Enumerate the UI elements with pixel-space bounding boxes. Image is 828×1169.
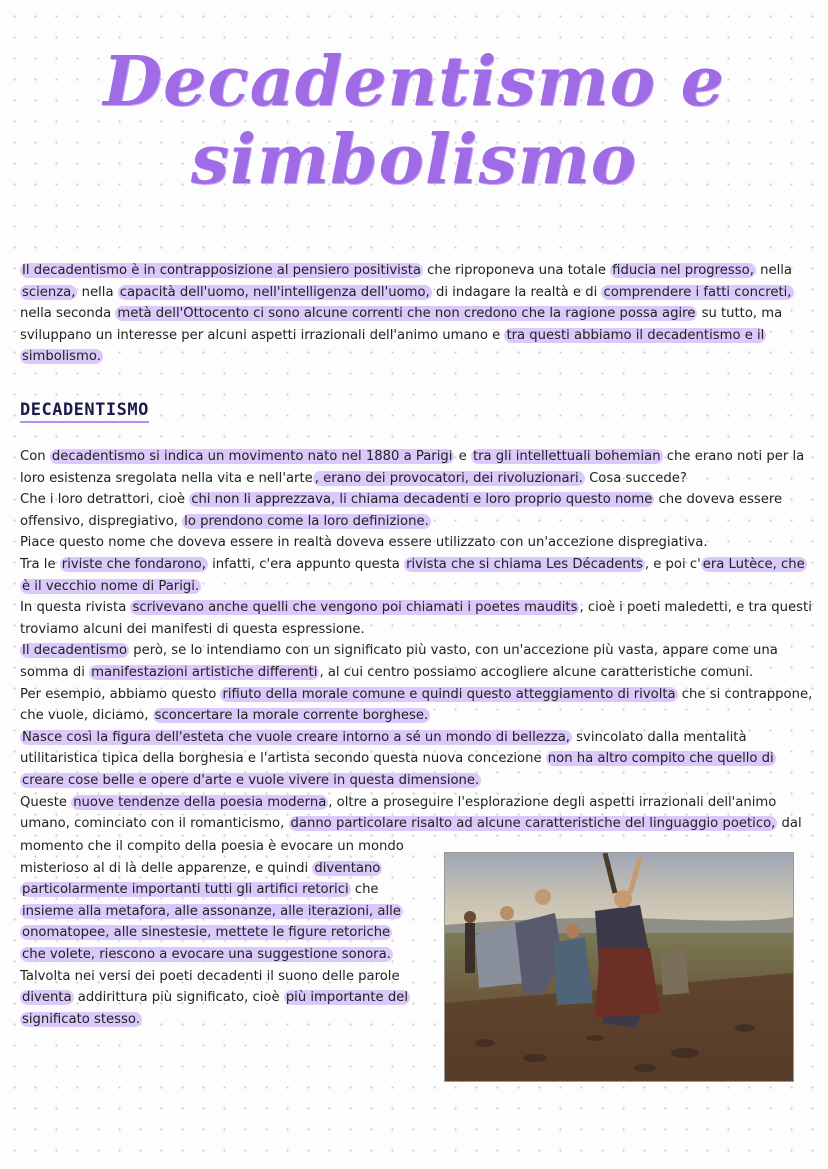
paragraph-rhetoric: momento che il compito della poesia è evocare un mondo misterioso al di là delle apparenze, e quindi diventano particolarmente importanti tutti gli artifici retorici che insieme alla metafora, alle assonanze, alle iterazioni, alle onomatopee, alle sinestesie, mettete le figure retoriche che volete, riescono a evocare una suggestione sonora.	[20, 839, 404, 962]
paragraph-maudits: In questa rivista scrivevano anche quelli che vengono poi chiamati i poetes maudits , cioè i poeti maledetti, e tra questi troviamo alcuni dei manifesti di questa espressione.	[20, 600, 812, 637]
decadentismo-body	[20, 446, 814, 835]
page-title-line-2: simbolismo	[190, 120, 638, 200]
paragraph-detractors: Che i loro detrattori, cioè chi non li apprezzava, li chiama decadenti e loro proprio questo nome che doveva essere offensivo, dispregiativo, lo prendono come la loro definizione.	[20, 492, 783, 529]
left-column-text	[20, 836, 416, 1030]
page-title-line-1: Decadentismo e	[103, 42, 725, 122]
paragraph-aesthete: Nasce così la figura dell'esteta che vuole creare intorno a sé un mondo di bellezza, svincolato dalla mentalità utilitaristica tipica della borghesia e l'artista secondo questa nuova concezione non ha altro compito che quello di creare cose belle e opere d'arte e vuole vivere in questa dimensione.	[20, 729, 774, 788]
paragraph-rejection: Per esempio, abbiamo questo rifiuto della morale comune e quindi questo atteggiamento di rivolta che si contrappone, che vuole, diciamo, sconcertare la morale corrente borghese.	[20, 686, 813, 724]
paragraph-name: Piace questo nome che doveva essere in realtà doveva essere utilizzato con un'accezione dispregiativa.	[20, 535, 708, 551]
paragraph-meaning: Il decadentismo però, se lo intendiamo con un significato più vasto, con un'accezione più vasta, appare come una somma di manifestazioni artistiche differenti , al cui centro possiamo accogliere alcune caratteristiche comuni.	[20, 643, 778, 680]
section-heading: DECADENTISMO	[20, 400, 149, 423]
painting-image	[444, 852, 794, 1082]
paragraph-tendencies: Queste nuove tendenze della poesia moderna , oltre a proseguire l'esplorazione degli aspetti irrazionali dell'animo umano, cominciato con il romanticismo, danno particolare risalto ad alcune caratteristiche del linguaggio poetico, dal	[20, 794, 802, 832]
painting-peasants-field	[445, 853, 793, 1081]
paragraph-sound: Talvolta nei versi dei poeti decadenti il suono delle parole diventa addirittura più significato, cioè più importante del significato stesso.	[20, 968, 409, 1027]
paragraph-reviews: Tra le riviste che fondarono, infatti, c'era appunto questa rivista che si chiama Les Décadents , e poi c' era Lutèce, che è il vecchio nome di Parigi.	[20, 556, 805, 594]
intro-paragraph: Il decadentismo è in contrapposizione al pensiero positivista che riproponeva una totale fiducia nel progresso, nella scienza, nella capacità dell'uomo, nell'intelligenza dell'uomo, di indagare la realtà e di comprendere i fatti concreti, nella seconda metà dell'Ottocento ci sono alcune correnti che non credono che la ragione possa agire su tutto, ma sviluppano un interesse per alcuni aspetti irrazionali dell'animo umano e tra questi abbiamo il decadentismo e il simbolismo.	[20, 263, 792, 365]
paragraph-origin: Con decadentismo si indica un movimento nato nel 1880 a Parigi e tra gli intellettuali bohemian che erano noti per la loro esistenza sregolata nella vita e nell'arte , erano dei provocatori, dei rivoluzionari. Cosa succede?	[20, 449, 805, 486]
